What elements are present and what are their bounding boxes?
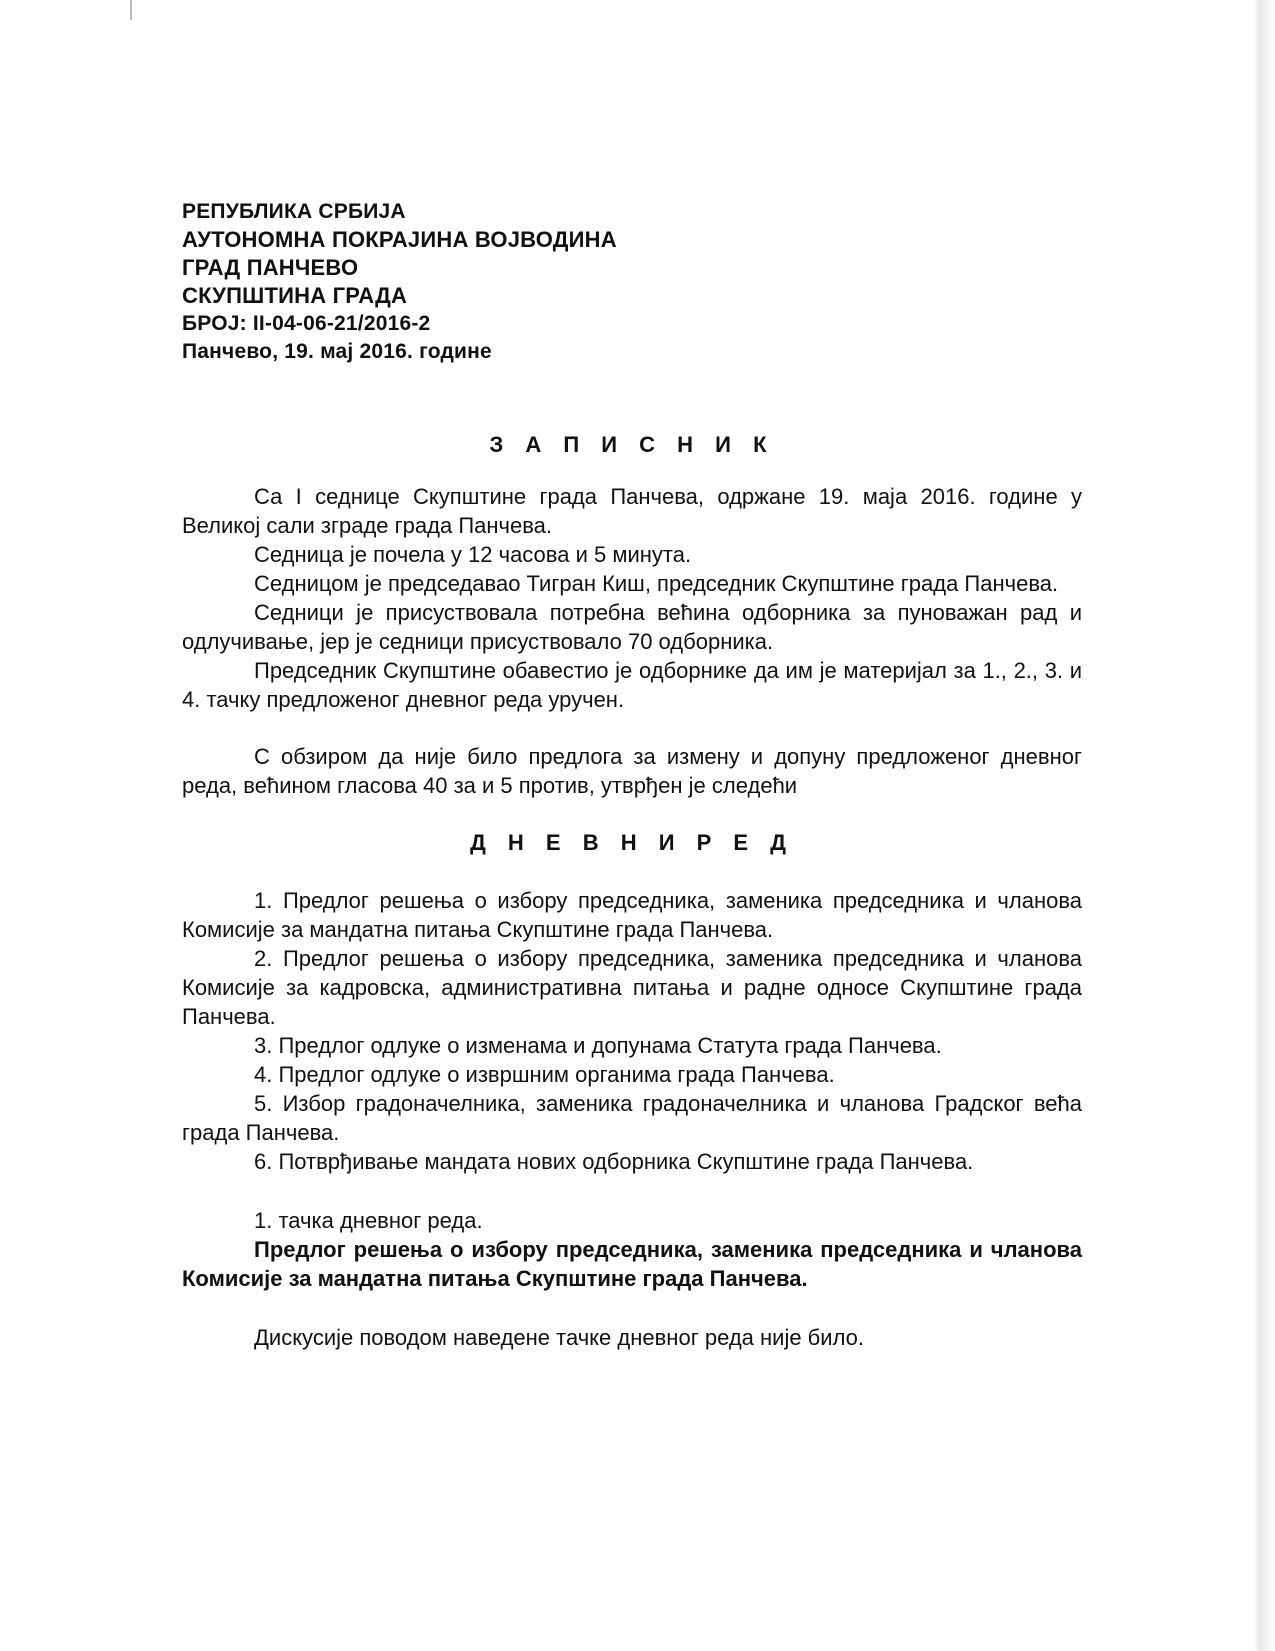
agenda-title: Д Н Е В Н И Р Е Д [470, 830, 794, 855]
agenda-item-3: 3. Предлог одлуке о изменама и допунама Статута града Панчева. [254, 1033, 942, 1058]
point-1-title: Предлог решења о избору председника, заменика председника и чланова Комисије за мандатна питања Скупштине града Панчева. [182, 1237, 1082, 1291]
minutes-title: З А П И С Н И К [489, 432, 775, 457]
intro-paragraph-4: Седници је присуствовала потребна већина одборника за пуноважан рад и одлучивање, јер је седници присуствовало 70 одборника. [182, 600, 1082, 654]
header-republic: РЕПУБЛИКА СРБИЈА [182, 200, 406, 223]
intro-paragraph-6: С обзиром да није било предлога за измену и допуну предложеног дневног реда, већином гласова 40 за и 5 против, утврђен је следећи [182, 744, 1082, 798]
intro-section [182, 482, 1082, 800]
agenda-item-6: 6. Потврђивање мандата нових одборника Скупштине града Панчева. [254, 1149, 974, 1174]
intro-paragraph-5: Председник Скупштине обавестио је одборнике да им је материјал за 1., 2., 3. и 4. тачку предложеног дневног реда уручен. [182, 658, 1082, 712]
intro-paragraph-2: Седница је почела у 12 часова и 5 минута. [254, 542, 692, 567]
point-1-discussion: Дискусије поводом наведене тачке дневног реда није било. [254, 1325, 864, 1350]
header-date: Панчево, 19. мај 2016. године [182, 340, 492, 363]
document-header [182, 198, 1082, 366]
agenda-item-4: 4. Предлог одлуке о извршним органима града Панчева. [254, 1062, 835, 1087]
header-city: ГРАД ПАНЧЕВО [182, 255, 359, 280]
agenda-item-5: 5. Избор градоначелника, заменика градоначелника и чланова Градског већа града Панчева. [182, 1091, 1082, 1145]
header-province: АУТОНОМНА ПОКРАЈИНА ВОЈВОДИНА [182, 227, 617, 252]
header-assembly: СКУПШТИНА ГРАДА [182, 283, 408, 308]
document-page [182, 198, 1082, 1352]
point-1-label: 1. тачка дневног реда. [254, 1208, 483, 1233]
intro-paragraph-3: Седницом је председавао Тигран Киш, председник Скупштине града Панчева. [254, 571, 1059, 596]
header-number: БРОЈ: II-04-06-21/2016-2 [182, 312, 431, 335]
point-1-section [182, 1206, 1082, 1352]
intro-paragraph-1: Са I седнице Скупштине града Панчева, одржане 19. маја 2016. године у Великој сали зграде града Панчева. [182, 484, 1082, 538]
agenda-item-1: 1. Предлог решења о избору председника, заменика председника и чланова Комисије за мандатна питања Скупштине града Панчева. [182, 888, 1082, 942]
agenda-item-2: 2. Предлог решења о избору председника, заменика председника и чланова Комисије за кадровска, административна питања и радне односе Скупштине града Панчева. [182, 946, 1082, 1029]
scan-edge-right [1253, 0, 1275, 1651]
agenda-list [182, 886, 1082, 1176]
scan-artifact-left [130, 0, 132, 20]
